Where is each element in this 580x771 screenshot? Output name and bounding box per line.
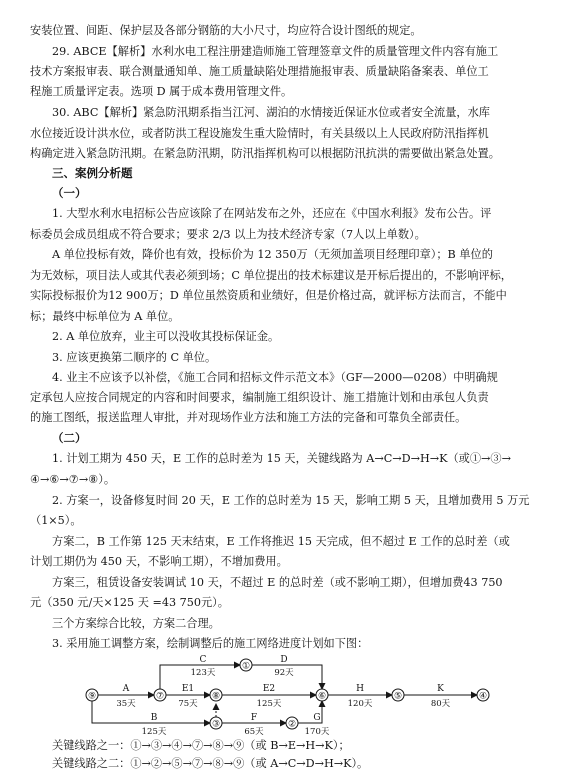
text-line: 三个方案综合比较，方案二合理。 xyxy=(52,617,220,630)
subsection-heading: （一） xyxy=(52,186,87,200)
activity-name-a: A xyxy=(122,684,130,694)
text-line: （1×5）。 xyxy=(30,514,82,527)
activity-name-e1: E1 xyxy=(181,684,195,694)
text-line: 标委员会成员组成不符合要求；要求 2/3 以上为技术经济专家（7人以上单数）。 xyxy=(30,228,426,241)
text-line: 3. 应该更换第二顺序的 C 单位。 xyxy=(52,351,217,364)
text-line: 1. 计划工期为 450 天，E 工作的总时差为 15 天，关键线路为 A→C→D→H→K（或①→③→ xyxy=(52,452,511,465)
text-line: 30. ABC【解析】紧急防汛期系指当江河、湖泊的水情接近保证水位或者安全流量，水库 xyxy=(52,106,490,119)
activity-duration-c: 123天 xyxy=(190,668,216,678)
text-line: 为无效标，项目法人或其代表必须到场；C 单位提出的技术标建议是开标后提出的，不影响评标， xyxy=(30,269,512,282)
activity-duration-b: 125天 xyxy=(141,727,167,735)
activity-duration-k: 80天 xyxy=(430,699,451,709)
activity-duration-e1: 75天 xyxy=(178,699,198,709)
node-label: ⑧ xyxy=(211,691,221,702)
activity-name-k: K xyxy=(437,684,444,694)
text-line: 29. ABCE【解析】水利水电工程注册建造师施工管理签章文件的质量管理文件内容有施工 xyxy=(52,45,499,58)
node-label: ① xyxy=(241,661,251,672)
node-label: ③ xyxy=(211,719,221,730)
activity-name-g: G xyxy=(313,713,321,723)
activity-name-b: B xyxy=(150,713,158,723)
node-label: ⑨ xyxy=(87,691,97,702)
text-line: ④→⑥→⑦→⑧）。 xyxy=(30,473,116,486)
text-line: 2. A 单位放弃，业主可以没收其投标保证金。 xyxy=(52,330,280,343)
activity-duration-e2: 125天 xyxy=(256,699,282,709)
text-line: 2. 方案一，设备修复时间 20 天，E 工作的总时差为 15 天，影响工期 5 天，且增加费用 5 万元 xyxy=(52,494,530,507)
text-line: 标；最终中标单位为 A 单位。 xyxy=(30,310,180,323)
text-line: 3. 采用施工调整方案，绘制调整后的施工网络进度计划如下图： xyxy=(52,637,369,650)
node-label: ② xyxy=(287,719,297,730)
text-line: 4. 业主不应该予以补偿，《施工合同和招标文件示范文本》（GF—2000—0208）中明确规 xyxy=(52,371,498,384)
activity-duration-d: 92天 xyxy=(274,668,294,678)
text-line: 方案二，B 工作第 125 天末结束，E 工作将推迟 15 天完成，但不超过 E 工作的总时差（或 xyxy=(52,535,510,548)
activity-name-e2: E2 xyxy=(262,684,276,694)
node-label: ④ xyxy=(478,691,488,702)
text-line: 技术方案报审表、联合测量通知单、施工质量缺陷处理措施报审表、质量缺陷备案表、单位工 xyxy=(30,65,489,78)
subsection-heading: （二） xyxy=(52,431,87,445)
text-line: 实际投标报价为12 900万；D 单位虽然资质和业绩好，但是价格过高，就评标方法而言，不能中 xyxy=(30,289,507,302)
node-label: ⑤ xyxy=(393,691,403,702)
activity-duration-h: 120天 xyxy=(347,699,373,709)
text-line: A 单位投标有效，降价也有效，投标价为 12 350万（无须加盖项目经理印章）；B 单位的 xyxy=(52,248,493,261)
activity-name-d: D xyxy=(280,655,288,665)
node-label: ⑦ xyxy=(155,691,165,702)
text-line: 程施工质量评定表。选项 D 属于成本费用管理文件。 xyxy=(30,85,293,98)
text-line: 安装位置、间距、保护层及各部分钢筋的大小尺寸，均应符合设计图纸的规定。 xyxy=(30,24,422,37)
text-line: 方案三，租赁设备安装调试 10 天，不超过 E 的总时差（或不影响工期），但增加费43 750 xyxy=(52,576,503,589)
activity-duration-a: 35天 xyxy=(116,699,136,709)
text-line: 1. 大型水利水电招标公告应该除了在网站发布之外，还应在《中国水利报》发布公告。评 xyxy=(52,207,492,220)
text-line: 计划工期仍为 450 天，不影响工期），不增加费用。 xyxy=(30,555,288,568)
activity-duration-g: 170天 xyxy=(304,727,330,735)
activity-name-f: F xyxy=(250,713,258,723)
text-line: 水位接近设计洪水位，或者防洪工程设施发生重大险情时，有关县级以上人民政府防汛指挥机 xyxy=(30,127,489,140)
activity-name-h: H xyxy=(356,684,364,694)
text-line: 元（350 元/天×125 天 =43 750元）。 xyxy=(30,596,229,609)
text-line: 的施工图纸，报送监理人审批，并对现场作业方法和施工方法的完备和可靠负全部责任。 xyxy=(30,411,467,424)
network-diagram xyxy=(30,655,560,735)
activity-duration-f: 65天 xyxy=(244,727,264,735)
text-line: 构确定进入紧急防汛期。在紧急防汛期，防汛指挥机构可以根据防汛抗洪的需要做出紧急处置。 xyxy=(30,147,500,160)
activity-name-c: C xyxy=(199,655,207,665)
node-label: ⑥ xyxy=(317,691,327,702)
section-heading: 三、案例分析题 xyxy=(52,166,133,180)
text-line: 关键线路之二：①→②→⑤→⑦→⑧→⑨（或 A→C→D→H→K）。 xyxy=(52,757,369,770)
text-line: 关键线路之一：①→③→④→⑦→⑧→⑨（或 B→E→H→K）； xyxy=(52,739,350,752)
text-line: 定承包人应按合同规定的内容和时间要求，编制施工组织设计、施工措施计划和由承包人负责 xyxy=(30,391,489,404)
